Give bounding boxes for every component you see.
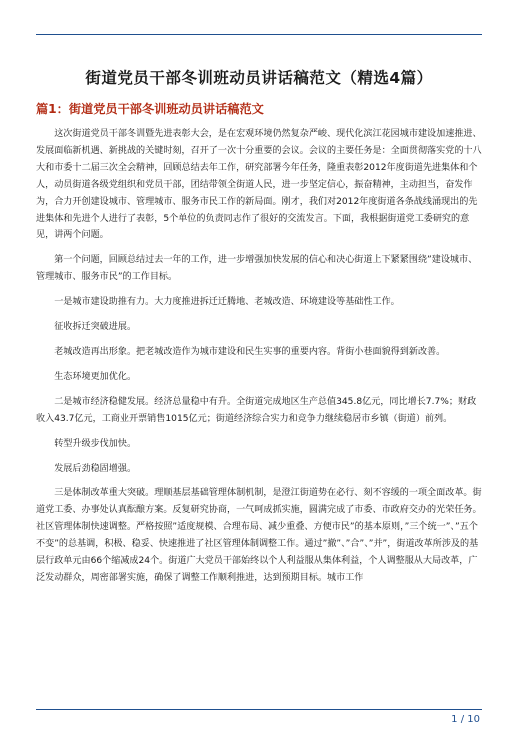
- paragraph: 一是城市建设助推有力。大力度推进拆迁迁腾地、老城改造、环境建设等基础性工作。: [54, 297, 400, 308]
- paragraph: 这次街道党员干部冬训暨先进表彰大会，是在宏观环境仍然复杂严峻、现代化滨江花园城市建设加速推进、发展面临新机遇、新挑战的关键时刻，召开了一次十分重要的会议。会议的主要任务是：全面贯彻落实党的十八大和市委十二届三次全会精神，回顾总结去年工作，研究部署今年任务，隆重表彰2012年度街道先进集体和个人，动员街道各级党组织和党员干部，团结带领全街道人民，进一步坚定信心，振奋精神，主动担当，奋发作为，合力开创建设城市、管理城市、服务市民工作的新局面。刚才，我们对2012年度街道各条战线涌现出的先进集体和先进个人进行了表彰，5个单位的负责同志作了很好的交流发言。下面，我根据街道党工委研究的意见，讲两个问题。: [36, 129, 482, 241]
- paragraph: 二是城市经济稳健发展。经济总量稳中有升。全街道完成地区生产总值345.8亿元，同比增长7.7%；财政收入43.7亿元，工商业开票销售1015亿元；街道经济综合实力和竞争力继续稳居市乡镇（街道）前列。: [36, 396, 477, 424]
- paragraph: 第一个问题，回顾总结过去一年的工作，进一步增强加快发展的信心和决心街道上下紧紧围绕”建设城市、管理城市、服务市民”的工作目标。: [36, 255, 478, 283]
- section-heading: 篇1：街道党员干部冬训班动员讲话稿范文: [36, 102, 264, 116]
- header-rule: [36, 34, 482, 35]
- page-number: 1 / 10: [451, 714, 480, 725]
- paragraph: 发展后劲稳固增强。: [54, 463, 137, 474]
- paragraph: 三是体制改革重大突破。理顺基层基础管理体制机制，是澄江街道势在必行、刻不容缓的一项全面改革。街道党工委、办事处认真酝酿方案。反复研究协商，一气呵成抓实施，圆满完成了市委、市政府交办的光荣任务。社区管理体制快速调整。严格按照”适度规模、合理布局、减少重叠、方便市民”的基本原则，”三个统一”、”五个不变”的总基调，积极、稳妥、快速推进了社区管理体制调整工作。通过”撤”、”合”、”并”，街道改革所涉及的基层行政单元由66个缩减成24个。街道广大党员干部始终以个人利益服从集体利益，个人调整服从大局改革，广泛发动群众，周密部署实施，确保了调整工作顺利推进，达到预期目标。城市工作: [36, 488, 482, 583]
- footer-rule: [36, 709, 482, 710]
- paragraph: 生态环境更加优化。: [54, 371, 137, 382]
- paragraph: 老城改造再出形象。把老城改造作为城市建设和民生实事的重要内容。背街小巷面貌得到新改善。: [54, 346, 446, 357]
- document-body: [36, 126, 484, 595]
- document-title: 街道党员干部冬训班动员讲话稿范文（精选4篇）: [85, 69, 433, 87]
- paragraph: 转型升级步伐加快。: [54, 438, 137, 449]
- paragraph: 征收拆迁突破进展。: [54, 322, 137, 333]
